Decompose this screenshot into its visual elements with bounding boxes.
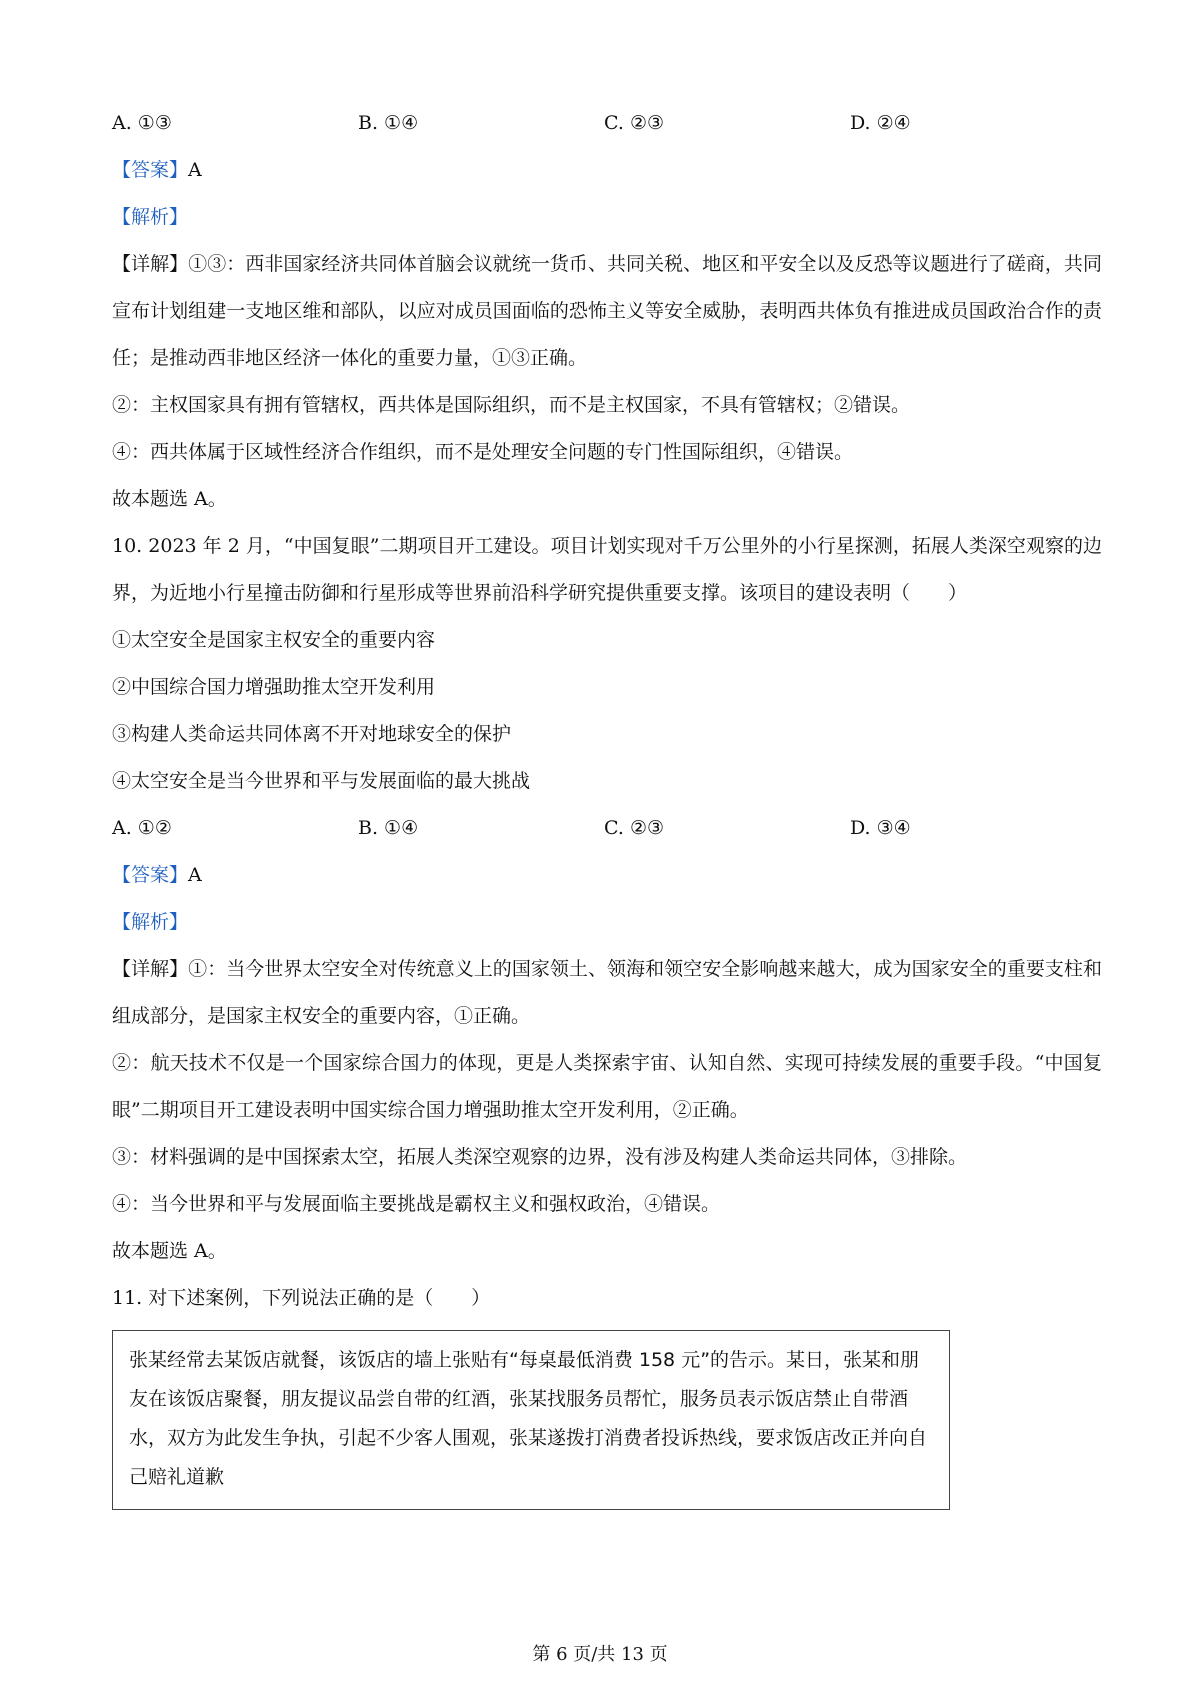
- q9-option-c: C. ②③: [604, 112, 665, 134]
- page-content: [112, 100, 1102, 1510]
- q10-detail-label: 【详解】: [112, 958, 189, 980]
- q10-option-b: B. ①④: [358, 817, 419, 839]
- q11-case-box: 张某经常去某饭店就餐，该饭店的墙上张贴有“每桌最低消费 158 元”的告示。某日，张某和朋友在该饭店聚餐，朋友提议品尝自带的红酒，张某找服务员帮忙，服务员表示饭店禁止自带酒水，双方为此发生争执，引起不少客人围观，张某遂拨打消费者投诉热线，要求饭店改正并向自己赔礼道歉: [112, 1330, 950, 1510]
- q9-option-b: B. ①④: [358, 112, 419, 134]
- q9-answer: [112, 147, 1102, 194]
- q9-conclusion: 故本题选 A。: [112, 488, 227, 510]
- q10-option-a: A. ①②: [112, 817, 172, 839]
- q11-stem: 11. 对下述案例，下列说法正确的是（ ）: [112, 1287, 491, 1309]
- q9-analysis-label: 【解析】: [112, 206, 189, 228]
- q9-detail-2: ②：主权国家具有拥有管辖权，西共体是国际组织，而不是主权国家，不具有管辖权；②错误。: [112, 394, 911, 416]
- q10-answer-value: A: [188, 864, 202, 886]
- q9-detail-1: [112, 241, 1102, 382]
- q10-conclusion: 故本题选 A。: [112, 1240, 227, 1262]
- q9-answer-value: A: [188, 159, 202, 181]
- q10-detail-1-text: ①：当今世界太空安全对传统意义上的国家领土、领海和领空安全影响越来越大，成为国家安全的重要支柱和组成部分，是国家主权安全的重要内容，①正确。: [112, 958, 1102, 1027]
- q9-option-a: A. ①③: [112, 112, 172, 134]
- q10-option-d: D. ③④: [850, 817, 911, 839]
- q9-options: [112, 100, 1102, 147]
- q9-detail-1-text: ①③：西非国家经济共同体首脑会议就统一货币、共同关税、地区和平安全以及反恐等议题进行了磋商，共同宣布计划组建一支地区维和部队，以应对成员国面临的恐怖主义等安全威胁，表明西共体负有推进成员国政治合作的责任；是推动西非地区经济一体化的重要力量，①③正确。: [112, 253, 1102, 369]
- q9-option-d: D. ②④: [850, 112, 911, 134]
- q9-detail-3: ④：西共体属于区域性经济合作组织，而不是处理安全问题的专门性国际组织，④错误。: [112, 441, 854, 463]
- page-footer: 第 6 页/共 13 页: [532, 1644, 668, 1665]
- q10-stem: 10. 2023 年 2 月，“中国复眼”二期项目开工建设。项目计划实现对千万公里外的小行星探测，拓展人类深空观察的边界，为近地小行星撞击防御和行星形成等世界前沿科学研究提供重要支撑。该项目的建设表明（ ）: [112, 535, 1102, 604]
- q10-statement-2: ②中国综合国力增强助推太空开发利用: [112, 676, 436, 698]
- q10-detail-2: ②：航天技术不仅是一个国家综合国力的体现，更是人类探索宇宙、认知自然、实现可持续发展的重要手段。“中国复眼”二期项目开工建设表明中国实综合国力增强助推太空开发利用，②正确。: [112, 1052, 1102, 1121]
- q10-options: [112, 805, 1102, 852]
- q10-answer: [112, 852, 1102, 899]
- q10-detail-4: ④：当今世界和平与发展面临主要挑战是霸权主义和强权政治，④错误。: [112, 1193, 721, 1215]
- q10-statement-1: ①太空安全是国家主权安全的重要内容: [112, 629, 436, 651]
- q10-detail-3: ③：材料强调的是中国探索太空，拓展人类深空观察的边界，没有涉及构建人类命运共同体，③排除。: [112, 1146, 968, 1168]
- q9-answer-label: 【答案】: [112, 159, 189, 181]
- q10-statement-3: ③构建人类命运共同体离不开对地球安全的保护: [112, 723, 512, 745]
- q9-detail-label: 【详解】: [112, 253, 189, 275]
- q10-analysis-label: 【解析】: [112, 911, 189, 933]
- q10-detail-1: [112, 946, 1102, 1040]
- q10-statement-4: ④太空安全是当今世界和平与发展面临的最大挑战: [112, 770, 531, 792]
- q10-option-c: C. ②③: [604, 817, 665, 839]
- q10-answer-label: 【答案】: [112, 864, 189, 886]
